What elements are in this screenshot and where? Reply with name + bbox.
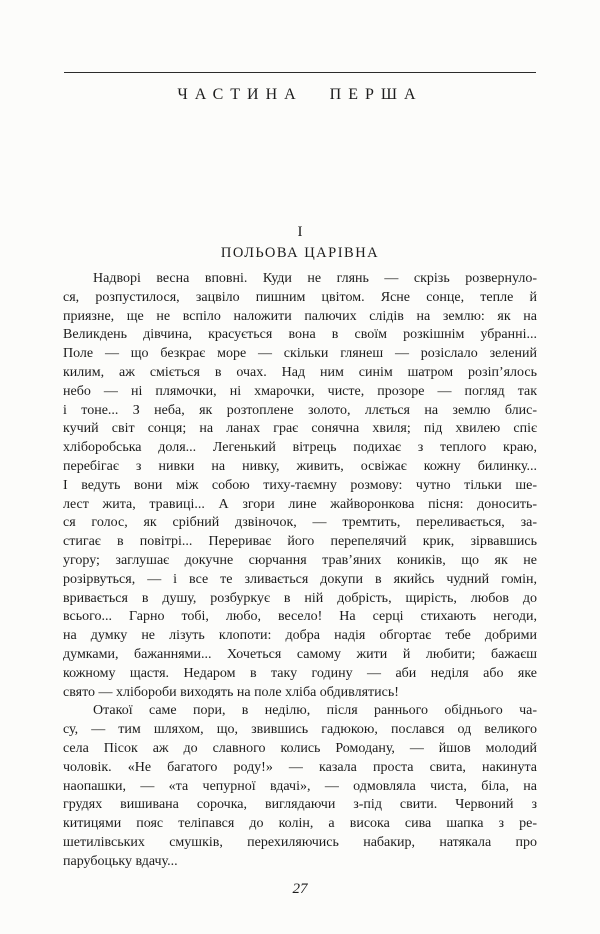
page-number: 27	[292, 881, 308, 897]
text-line: Поле — що безкрає море — скільки глянеш — розіслало зелений	[63, 346, 537, 362]
text-line: на думку не лізуть клопоти: добра надія обгортає тебе добрими	[63, 628, 537, 644]
text-line: су, — тим шляхом, що, звившись гадюкою, послався од великого	[63, 722, 537, 738]
text-line: китицями пояс теліпався до колін, а висока сива шапка з ре-	[63, 816, 537, 832]
text-line: вривається в душу, розбуркує в ній добрість, щирість, любов до	[63, 590, 537, 606]
text-line: небо — ні плямочки, ні хмарочки, чисте, прозоре — погляд так	[63, 383, 537, 399]
text-line: наопашки, — «та чепурної вдачі», — одмовляла чиста, біла, на	[63, 778, 537, 794]
text-line: хліборобська доля... Легенький вітрець подихає з теплого краю,	[63, 440, 537, 456]
body-text	[63, 270, 537, 872]
text-line: угору; заглушає докучне сюрчання трав’яних коників, що як не	[63, 552, 537, 568]
text-line: ся, розпустилося, зацвіло пишним цвітом. Ясне сонце, тепле й	[63, 289, 537, 305]
text-line: свято — хлібороби виходять на поле хліба обдивлятись!	[63, 684, 399, 700]
header-rule	[64, 72, 536, 73]
text-line: Великдень дівчина, красується вона в своїм розкішнім убранні...	[63, 327, 537, 343]
text-line: парубоцьку вдачу...	[63, 853, 178, 869]
text-line: Отакої саме пори, в неділю, після раннього обіднього ча-	[93, 703, 537, 719]
paragraph	[63, 270, 537, 702]
text-line: села Пісок аж до славного колись Ромодану, — йшов молодий	[63, 740, 537, 756]
text-line: Надворі весна вповні. Куди не глянь — скрізь розвернуло-	[93, 271, 537, 286]
chapter-number: I	[297, 224, 303, 240]
text-line: всього... Гарно тобі, любо, весело! На серці стихають негоди,	[63, 609, 537, 625]
text-line: і тоне... З неба, як розтоплене золото, ллється на землю блис-	[63, 402, 537, 418]
text-line: І ведуть вони між собою тиху-таємну розмову: чутно тільки ше-	[63, 477, 537, 493]
text-line: перебігає з нивки на нивку, живить, освіжає кожну билинку...	[63, 458, 537, 474]
paragraph	[63, 702, 537, 871]
text-line: думками, бажаннями... Хочеться самому жити й любити; бажаєш	[63, 646, 537, 662]
text-line: шетилівських смушків, перехиляючись набакир, натякала про	[63, 834, 537, 850]
text-line: лест жита, травиці... А згори лине жайворонкова пісня: доносить-	[63, 496, 537, 512]
part-heading: ЧАСТИНА ПЕРША	[177, 86, 423, 103]
text-line: приязне, ще не вспіло наложити палючих слідів на землю: як на	[63, 308, 537, 324]
text-line: кучий світ сонця; на ланах грає сонячна хвиля; під хвилею спіє	[63, 421, 537, 437]
text-line: ся голос, як срібний дзвіночок, — тремтить, переливається, за-	[63, 515, 537, 531]
text-line: стигає в повітрі... Перериває його перепелячий крик, зірвавшись	[63, 534, 537, 550]
chapter-title: ПОЛЬОВА ЦАРІВНА	[220, 245, 380, 261]
text-line: кожному щастя. Недаром в таку годину — аби неділя або яке	[63, 665, 537, 681]
text-line: грудях вишивана сорочка, виглядаючи з-під свити. Червоний з	[63, 797, 537, 813]
text-line: чоловік. «Не багатого роду!» — казала проста свита, накинута	[63, 759, 537, 775]
text-line: розірвуться, — і все те зливається докупи в якийсь чудний гомін,	[63, 571, 537, 587]
text-line: килим, аж сміється в очах. Над ним синім шатром розіп’ялось	[63, 364, 537, 380]
